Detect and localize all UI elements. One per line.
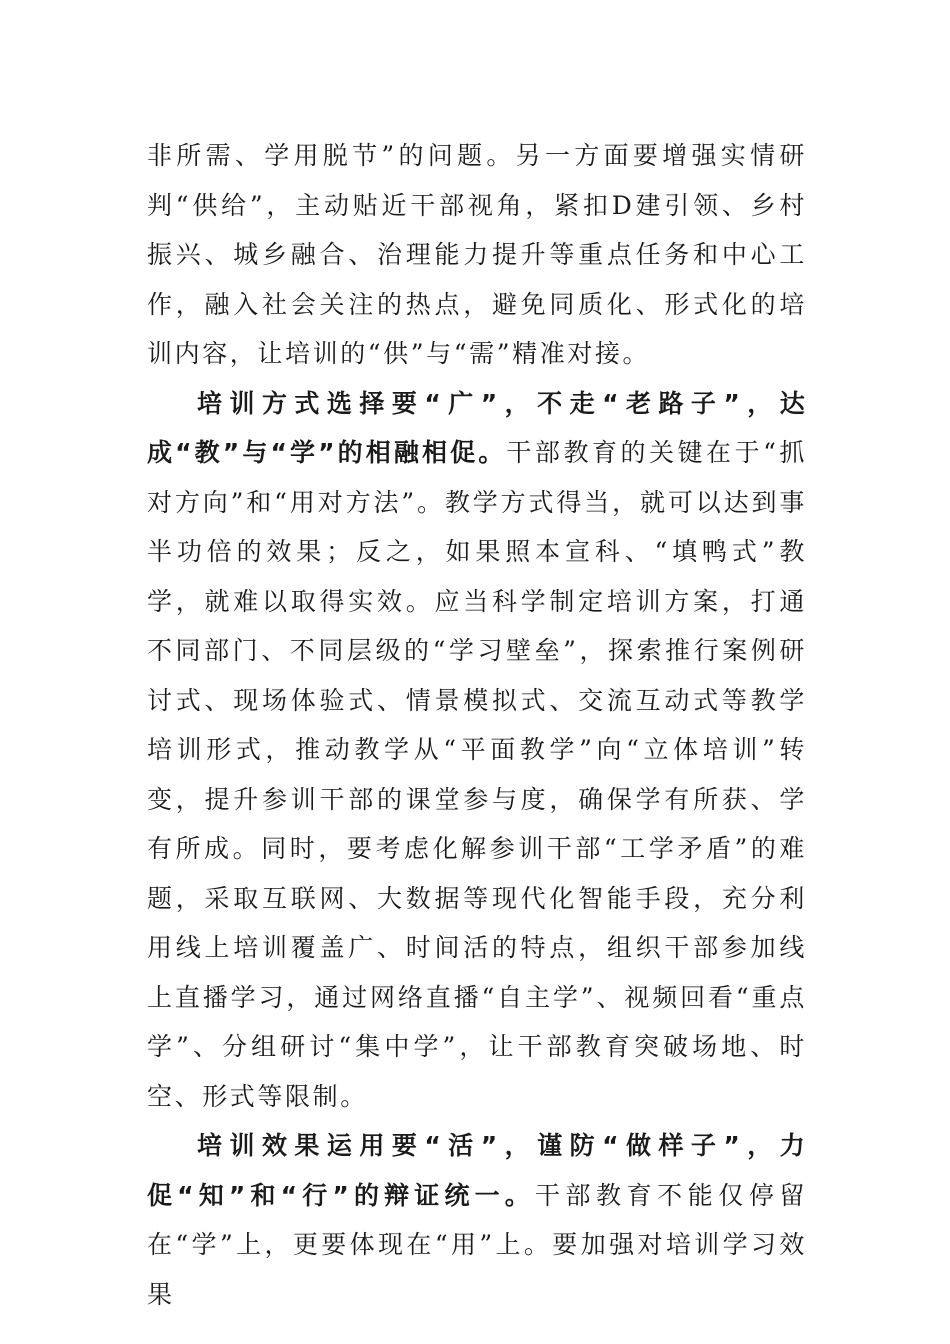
paragraph-text: 干部教育不能仅停留在“学”上，更要体现在“用”上。要加强对培训学习效果: [147, 1180, 807, 1309]
paragraph-lead-heading: 培训效果运用要“活”，谨防“做样子”，力促“知”和“行”的辩证统一。: [147, 1131, 807, 1210]
paragraph-text: 干部教育的关键在于“抓对方向”和“用对方法”。教学方式得当，就可以达到事半功倍的效果；反之，如果照本宣科、“填鸭式”教学，就难以取得实效。应当科学制定培训方案，打通不同部门、不同层级的“学习壁垒”，探索推行案例研讨式、现场体验式、情景模拟式、交流互动式等教学培训形式，推动教学从“平面教学”向“立体培训”转变，提升参训干部的课堂参与度，确保学有所获、学有所成。同时，要考虑化解参训干部“工学矛盾”的难题，采取互联网、大数据等现代化智能手段，充分利用线上培训覆盖广、时间活的特点，组织干部参加线上直播学习，通过网络直播“自主学”、视频回看“重点学”、分组研讨“集中学”，让干部教育突破场地、时空、形式等限制。: [147, 438, 807, 1111]
paragraph-text: 非所需、学用脱节”的问题。另一方面要增强实情研判“供给”，主动贴近干部视角，紧扣D建引领、乡村振兴、城乡融合、治理能力提升等重点任务和中心工作，融入社会关注的热点，避免同质化、形式化的培训内容，让培训的“供”与“需”精准对接。: [147, 141, 807, 368]
paragraph-lead-heading: 培训方式选择要“广”，不走“老路子”，达成“教”与“学”的相融相促。: [147, 388, 807, 467]
paragraph-training-methods: [147, 379, 807, 1122]
paragraph-training-effects: [147, 1121, 807, 1319]
paragraph-continuation: [147, 131, 807, 379]
article-body: [147, 131, 807, 1319]
